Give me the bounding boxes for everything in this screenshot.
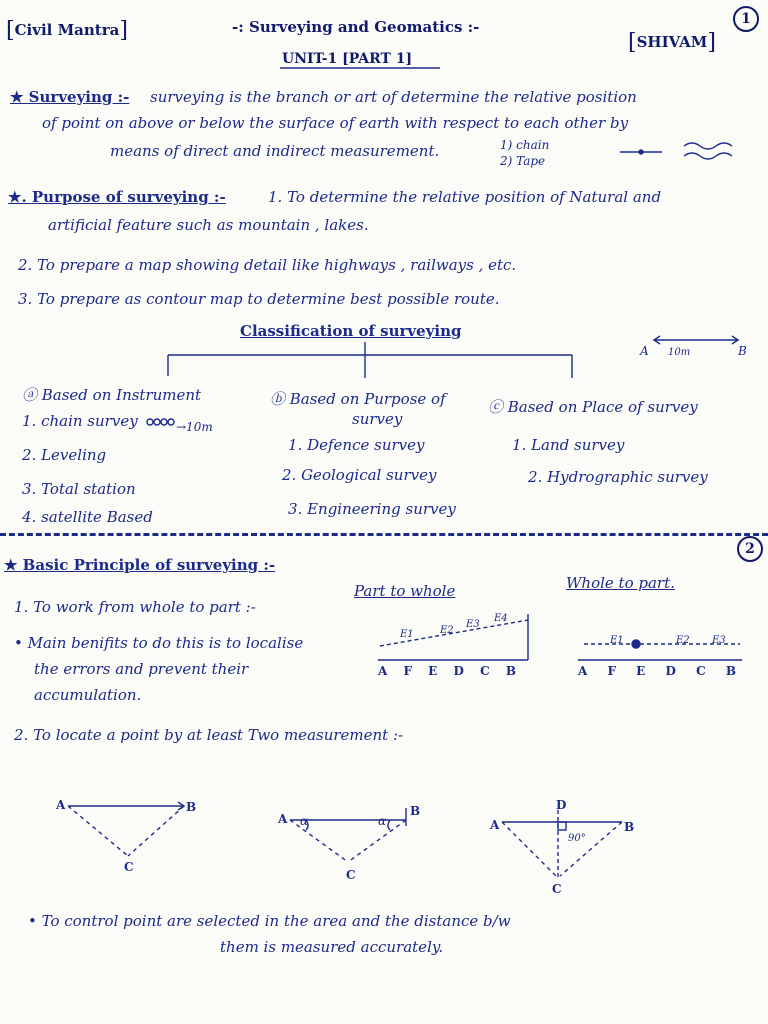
page-number-1: 1 [733,6,759,32]
fig3-label-d: D [556,798,567,812]
class-a-heading: ⓐ Based on Instrument [22,386,202,404]
class-b-item-2: 2. Geological survey [282,466,437,484]
purpose-point-1a: 1. To determine the relative position of Natural and [268,188,662,206]
class-a-item-2: 2. Leveling [22,446,107,464]
fig3-label-c: C [552,882,562,896]
fig3-angle: 90° [568,833,586,844]
fig3-label-a: A [490,818,500,832]
class-b-item-1: 1. Defence survey [288,436,425,454]
whole-to-part-label: Whole to part. [566,574,675,592]
header-subtitle: UNIT-1 [PART 1] [282,51,413,67]
class-a-item-4: 4. satellite Based [22,508,153,526]
fig2-alpha-1: α [300,814,309,828]
tape-doodle-2 [684,153,732,159]
class-c-item-1: 1. Land survey [512,436,625,454]
page-number-2: 2 [737,536,763,562]
part-to-whole-label: Part to whole [354,582,456,600]
principle-benefit-a: • Main benifits to do this is to localise [14,634,304,652]
ptw-error-1: E1 [400,629,414,640]
surveying-heading: ★ Surveying :- [10,88,130,106]
fig1-label-c: C [124,860,134,874]
chain-symbol [147,419,174,425]
wtp-error-1: E1 [610,635,624,646]
fig1-label-b: B [186,800,197,814]
ptw-dashed [380,620,528,646]
ptw-error-4: E4 [494,613,508,624]
class-b-item-3: 3. Engineering survey [288,500,456,518]
fig2-label-c: C [346,868,356,882]
header-left-tag: [Civil Mantra] [6,18,128,43]
class-a-chain-note: →10m [176,420,213,434]
principle-point-1: 1. To work from whole to part :- [14,598,256,616]
fig2-label-a: A [278,812,288,826]
principle-benefit-b: the errors and prevent their [34,660,249,678]
classification-heading: Classification of surveying [240,322,462,340]
class-b-heading-1: ⓑ Based on Purpose of [270,390,446,408]
ab-label-a: A [640,344,649,358]
fig2-label-b: B [410,804,421,818]
class-a-item-1: 1. chain survey [22,412,138,430]
part-to-whole-points: A F E D C B [378,664,522,678]
ptw-error-2: E2 [440,625,454,636]
wtp-error-2: E2 [676,635,690,646]
ptw-error-3: E3 [466,619,480,630]
surveying-note-chain: 1) chain [500,138,550,152]
fig3-label-b: B [624,820,635,834]
ab-distance: 10m [668,347,691,358]
purpose-point-3: 3. To prepare as contour map to determine best possible route. [18,290,500,308]
class-c-item-2: 2. Hydrographic survey [528,468,708,486]
fig2-alpha-2: α [378,814,387,828]
principle-benefit-c: accumulation. [34,686,142,704]
surveying-line-3: means of direct and indirect measurement. [110,142,440,160]
surveying-note-tape: 2) Tape [500,154,546,168]
fig1-label-a: A [56,798,66,812]
principle-heading: ★ Basic Principle of surveying :- [4,556,276,574]
principle-last-line-1: • To control point are selected in the area and the distance b/w [28,912,511,930]
header-right-tag: [SHIVAM] [628,30,716,55]
whole-to-part-points: A F E D C B [578,664,744,678]
surveying-line-2: of point on above or below the surface of earth with respect to each other by [42,114,629,132]
class-a-item-3: 3. Total station [22,480,136,498]
class-c-heading: ⓒ Based on Place of survey [488,398,698,416]
class-b-heading-2: survey [352,410,403,428]
purpose-heading: ★. Purpose of surveying :- [8,188,226,206]
header-title: -: Surveying and Geomatics :- [232,18,480,36]
wtp-error-3: E3 [712,635,726,646]
ab-label-b: B [738,344,747,358]
tape-doodle-1 [684,143,732,149]
surveying-line-1: surveying is the branch or art of determine the relative position [150,88,637,106]
purpose-point-1b: artificial feature such as mountain , lakes. [48,216,369,234]
principle-last-line-2: them is measured accurately. [220,938,444,956]
principle-point-2: 2. To locate a point by at least Two measurement :- [14,726,404,744]
purpose-point-2: 2. To prepare a map showing detail like highways , railways , etc. [18,256,517,274]
